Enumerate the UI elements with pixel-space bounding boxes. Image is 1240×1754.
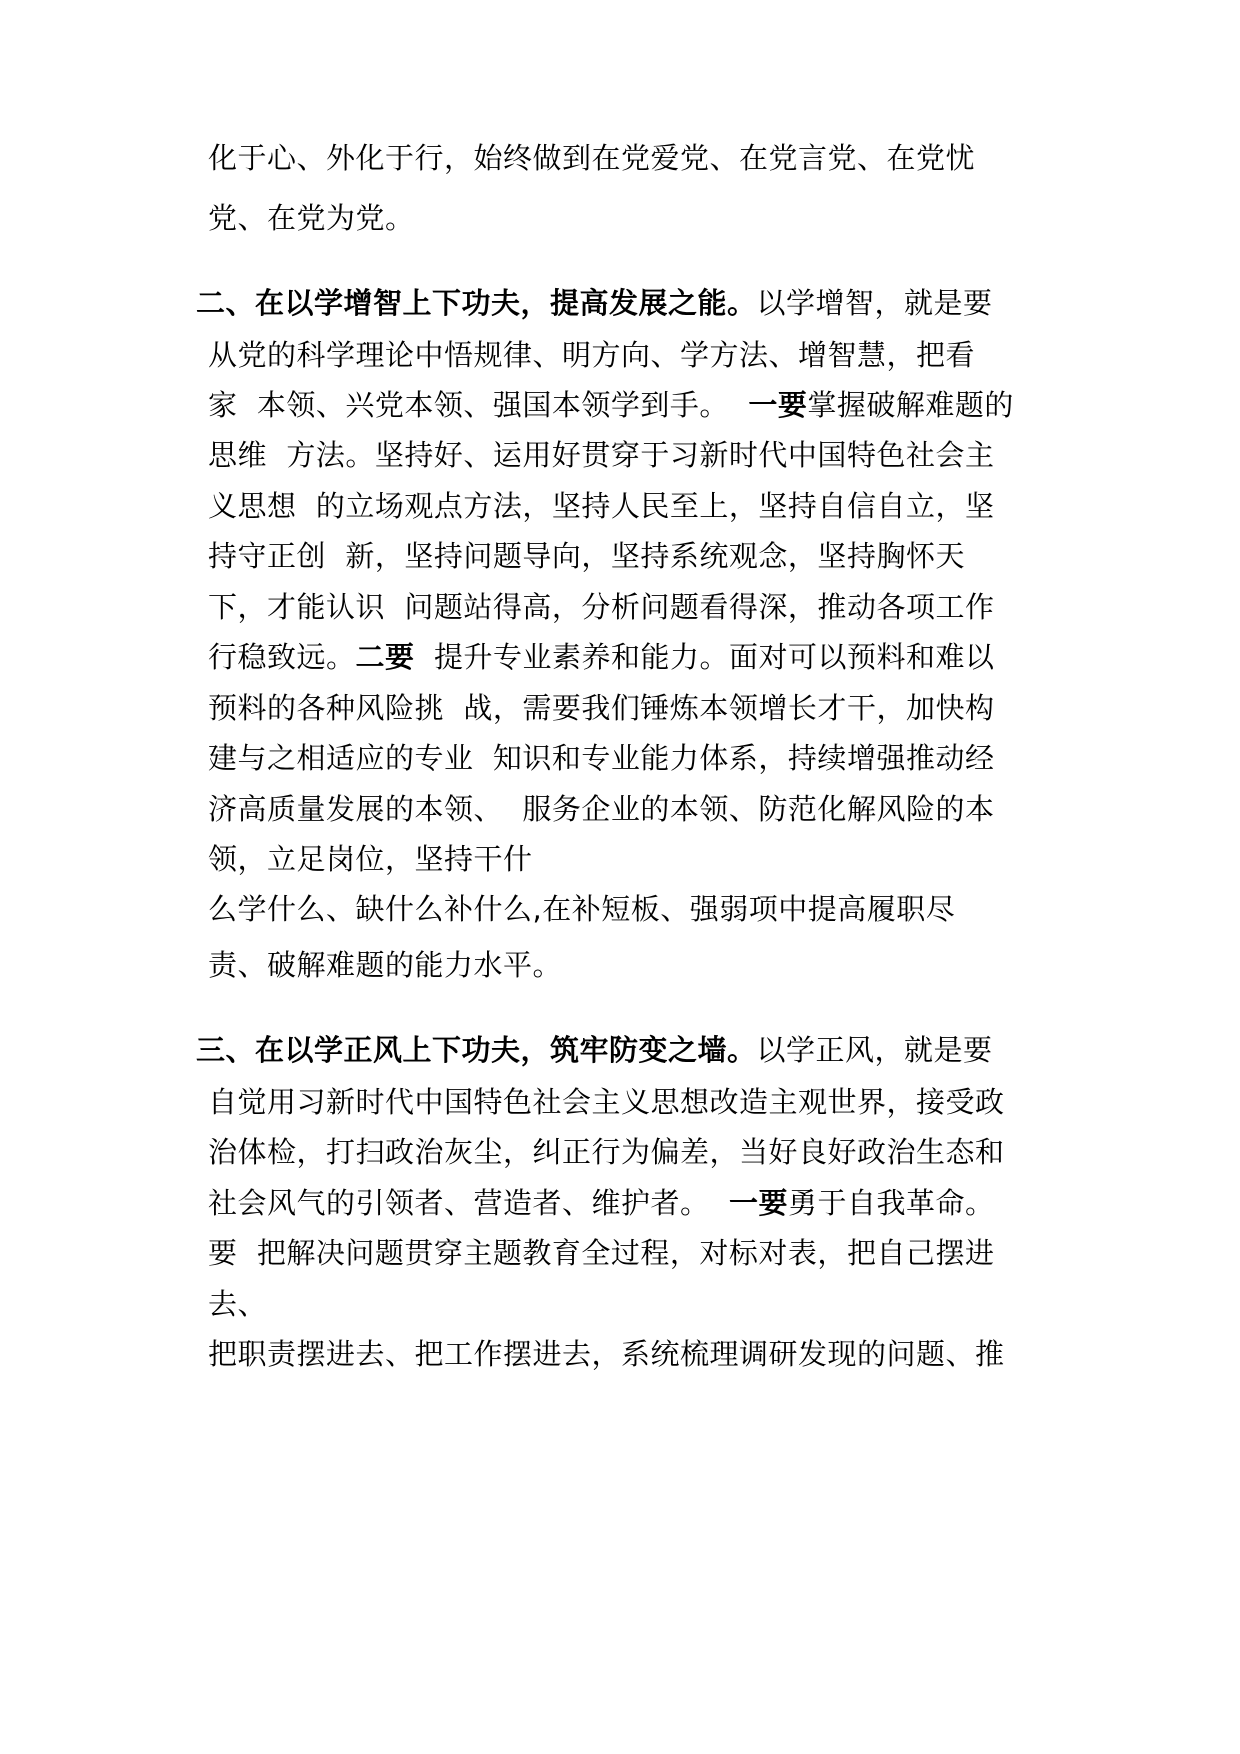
line-text: 思维 方法。坚持好、运用好贯穿于习新时代中国特色社会主 (208, 438, 995, 472)
section-2-lead: 以学增智，就是要 (756, 286, 993, 320)
line-text: 从党的科学理论中悟规律、明方向、学方法、增智慧，把看 (208, 338, 976, 372)
section-2-heading: 二、在以学增智上下功夫，提高发展之能。 (196, 286, 757, 320)
paragraph-line (208, 536, 965, 576)
line-text: 治体检，打扫政治灰尘，纠正行为偏差，当好良好政治生态和 (208, 1135, 1005, 1169)
paragraph-line (208, 839, 533, 879)
section-heading-line (196, 1030, 993, 1070)
paragraph-line (208, 385, 1014, 425)
line-text: 么学什么、缺什么补什么,在补短板、强弱项中提高履职尽 (208, 892, 956, 926)
line-text: 责、破解难题的能力水平。 (208, 948, 563, 982)
line-text: 济高质量发展的本领、 服务企业的本领、防范化解风险的本 (208, 792, 995, 826)
paragraph-line (208, 198, 415, 238)
paragraph-line (208, 1334, 1005, 1374)
line-text: 领，立足岗位，坚持干什 (208, 842, 533, 876)
paragraph-line (208, 587, 994, 627)
point-marker-first-2: 一要 (728, 1186, 788, 1220)
paragraph-line (208, 1233, 994, 1273)
line-text: 家 本领、兴党本领、强国本领学到手。 (208, 388, 729, 422)
point-marker-first: 一要 (748, 388, 808, 422)
paragraph-line (208, 486, 994, 526)
line-text: 要 把解决问题贯穿主题教育全过程，对标对表，把自己摆进 (208, 1236, 995, 1270)
line-text: 勇于自我革命。 (787, 1186, 995, 1220)
paragraph-line (208, 1284, 267, 1324)
section-heading-line (196, 283, 993, 323)
line-text: 掌握破解难题的 (807, 388, 1014, 422)
line-text: 预料的各种风险挑 战，需要我们锤炼本领增长才干，加快构 (208, 691, 995, 725)
line-text: 党、在党为党。 (208, 201, 415, 235)
paragraph-line (208, 1082, 1005, 1122)
line-text: 提升专业素养和能力。面对可以预料和难以 (433, 640, 995, 674)
paragraph-line (208, 945, 562, 985)
line-text: 社会风气的引领者、营造者、维护者。 (208, 1186, 710, 1220)
line-text: 去、 (208, 1287, 268, 1321)
paragraph-line (208, 138, 975, 178)
line-text: 建与之相适应的专业 知识和专业能力体系，持续增强推动经 (208, 741, 995, 775)
line-text: 持守正创 新，坚持问题导向，坚持系统观念，坚持胸怀天 (208, 539, 965, 573)
paragraph-line (208, 1132, 1005, 1172)
paragraph-line (208, 1183, 994, 1223)
line-text: 行稳致远。 (208, 640, 356, 674)
paragraph-line (208, 789, 994, 829)
paragraph-line (208, 335, 975, 375)
paragraph-line (208, 738, 994, 778)
section-3-heading: 三、在以学正风上下功夫，筑牢防变之墙。 (196, 1033, 757, 1067)
section-3-lead: 以学正风，就是要 (756, 1033, 993, 1067)
paragraph-line (208, 637, 994, 677)
line-text: 化于心、外化于行，始终做到在党爱党、在党言党、在党忧 (208, 141, 976, 175)
paragraph-line (208, 889, 955, 929)
line-text: 自觉用习新时代中国特色社会主义思想改造主观世界，接受政 (208, 1085, 1005, 1119)
line-text: 下，才能认识 问题站得高，分析问题看得深，推动各项工作 (208, 590, 995, 624)
line-text: 义思想 的立场观点方法，坚持人民至上，坚持自信自立，坚 (208, 489, 995, 523)
paragraph-line (208, 435, 994, 475)
line-text: 把职责摆进去、把工作摆进去，系统梳理调研发现的问题、推 (208, 1337, 1005, 1371)
paragraph-line (208, 688, 994, 728)
point-marker-second: 二要 (355, 640, 415, 674)
